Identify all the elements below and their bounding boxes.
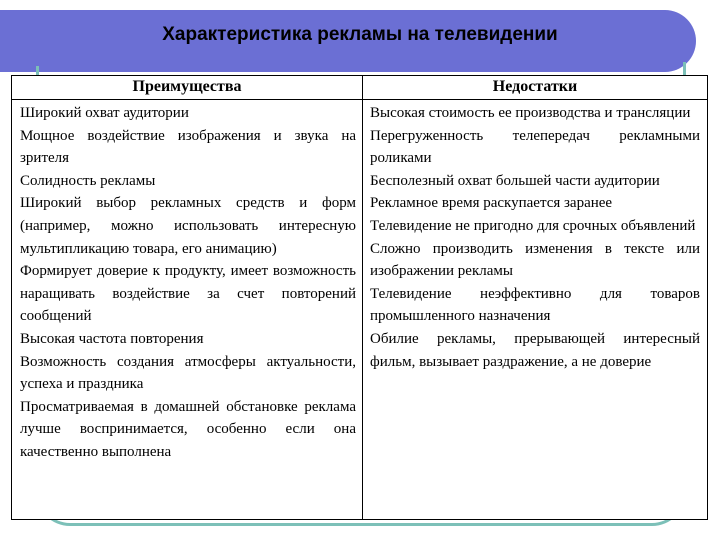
page-title: Характеристика рекламы на телевидении <box>162 24 558 45</box>
disadvantage-item: Рекламное время раскупается заранее <box>370 195 613 212</box>
disadvantage-item: Высокая стоимость ее производства и трансляции <box>370 105 691 121</box>
advantage-item: Просматриваемая в домашней обстановке реклама лучше воспринимается, особенно если она качественно выполнена <box>20 398 356 460</box>
advantage-item: Высокая частота повторения <box>20 330 204 347</box>
disadvantages-column <box>370 102 700 373</box>
disadvantage-item: Сложно производить изменения в тексте или изображении рекламы <box>370 240 700 280</box>
comparison-table <box>11 75 708 520</box>
advantage-item: Возможность создания атмосферы актуальности, успеха и праздника <box>20 353 356 393</box>
disadvantage-item: Обилие рекламы, прерывающей интересный фильм, вызывает раздражение, а не доверие <box>370 330 700 370</box>
advantage-item: Широкий охват аудитории <box>20 105 189 121</box>
disadvantage-item: Телевидение неэффективно для товаров промышленного назначения <box>370 285 700 325</box>
header-disadvantages: Недостатки <box>492 78 578 95</box>
disadvantage-item: Телевидение не пригодно для срочных объявлений <box>370 217 696 234</box>
advantage-item: Широкий выбор рекламных средств и форм (например, можно использовать интересную мультипликацию товара, его анимацию) <box>20 195 356 257</box>
column-divider <box>362 76 363 519</box>
disadvantage-item: Бесполезный охват большей части аудитории <box>370 172 660 189</box>
advantage-item: Солидность рекламы <box>20 172 156 189</box>
header-advantages: Преимущества <box>132 78 242 95</box>
advantages-column <box>20 102 356 464</box>
disadvantage-item: Перегруженность телепередач рекламными роликами <box>370 127 700 167</box>
advantage-item: Формирует доверие к продукту, имеет возможность наращивать воздействие за счет повторений сообщений <box>20 263 356 325</box>
advantage-item: Мощное воздействие изображения и звука на зрителя <box>20 127 356 167</box>
